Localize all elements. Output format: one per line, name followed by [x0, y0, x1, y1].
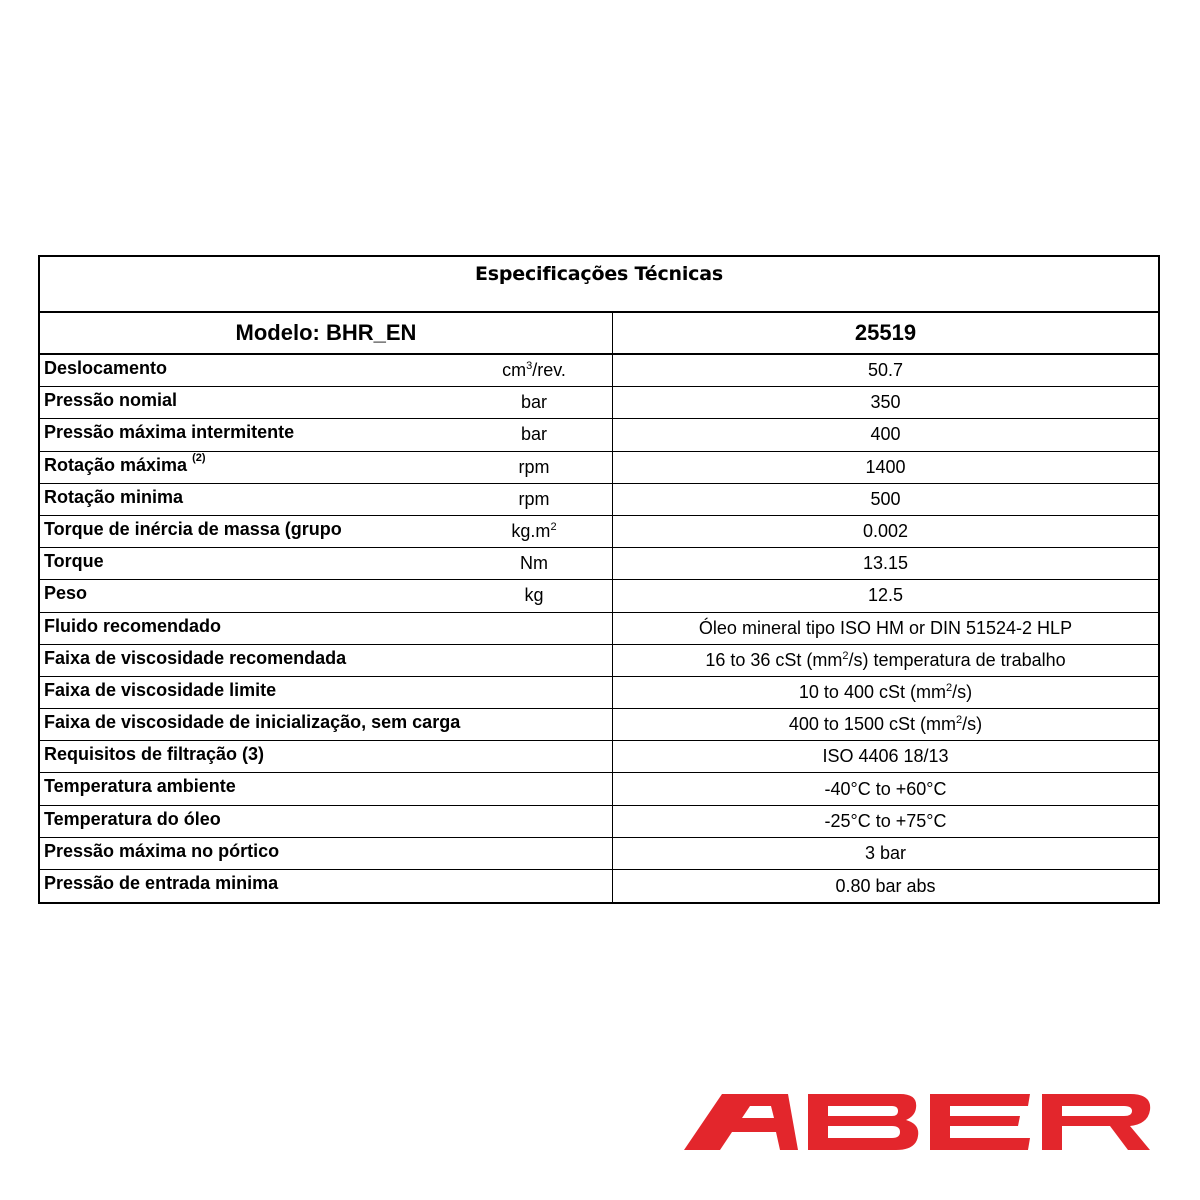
- row-value: 12.5: [867, 585, 904, 606]
- row-value-cell: [613, 870, 1158, 902]
- row-label-cell: [40, 838, 613, 869]
- row-label-cell: [40, 516, 613, 547]
- row-label-cell: [40, 613, 613, 644]
- table-row: [40, 838, 1158, 870]
- table-row: [40, 419, 1158, 451]
- row-value-cell: [613, 741, 1158, 772]
- model-header-row: [40, 313, 1158, 355]
- row-label: Torque de inércia de massa (grupo: [44, 518, 342, 539]
- row-value: 0.002: [862, 521, 909, 542]
- row-value-cell: [613, 452, 1158, 483]
- row-unit: kg: [524, 585, 544, 606]
- row-value: Óleo mineral tipo ISO HM or DIN 51524-2 HLP: [698, 617, 1073, 638]
- row-unit: $cm^3$/rev.: [502, 360, 566, 380]
- row-value-cell: [613, 355, 1158, 386]
- row-unit: bar: [520, 392, 547, 413]
- row-label: Rotação máxima $^{(2)}$: [44, 451, 206, 475]
- row-label: Faixa de viscosidade limite: [44, 679, 277, 700]
- row-value-cell: [613, 516, 1158, 547]
- model-value-cell: [613, 313, 1158, 353]
- row-label-cell: [40, 355, 613, 386]
- row-label-cell: [40, 484, 613, 515]
- row-label: Pressão nomial: [44, 390, 178, 411]
- spec-table: [38, 255, 1160, 904]
- row-value: 3 bar: [864, 842, 907, 863]
- row-value: 400: [870, 424, 901, 445]
- row-label-cell: [40, 419, 613, 450]
- table-row: [40, 709, 1158, 741]
- spec-rows: [40, 355, 1158, 902]
- row-label: Faixa de viscosidade recomendada: [44, 647, 347, 668]
- row-label-cell: [40, 387, 613, 418]
- table-row: [40, 677, 1158, 709]
- row-value-cell: [613, 677, 1158, 708]
- row-value-cell: [613, 773, 1158, 804]
- row-unit: rpm: [518, 488, 550, 509]
- row-label-cell: [40, 870, 613, 902]
- table-title-row: [40, 257, 1158, 313]
- row-value-cell: [613, 806, 1158, 837]
- row-value-cell: [613, 419, 1158, 450]
- row-value: 50.7: [867, 360, 904, 381]
- row-unit: $kg.m^2$: [511, 520, 557, 541]
- row-label: Faixa de viscosidade de inicialização, sem carga: [44, 712, 461, 733]
- row-unit: rpm: [518, 456, 550, 477]
- row-value-cell: [613, 645, 1158, 676]
- table-row: [40, 387, 1158, 419]
- aber-logo-icon: [680, 1088, 1155, 1200]
- row-label-cell: [40, 580, 613, 611]
- table-row: [40, 484, 1158, 516]
- row-value: 400 to 1500 cSt $(mm^2/s)$: [788, 714, 983, 735]
- row-value: 500: [870, 488, 901, 509]
- row-label: Torque: [44, 551, 104, 572]
- table-title: Especificações Técnicas: [475, 263, 723, 285]
- table-row: [40, 645, 1158, 677]
- row-value-cell: [613, 484, 1158, 515]
- row-label: Pressão de entrada minima: [44, 873, 279, 893]
- row-value: 16 to 36 cSt $(mm^2/s)$ temperatura de trabalho: [705, 649, 1066, 670]
- row-label: Temperatura do óleo: [44, 808, 221, 829]
- row-value: 0.80 bar abs: [835, 875, 936, 896]
- row-label-cell: [40, 645, 613, 676]
- table-row: [40, 613, 1158, 645]
- table-row: [40, 452, 1158, 484]
- row-value: -40°C to +60°C: [824, 778, 947, 799]
- row-unit: Nm: [520, 553, 548, 574]
- row-label: Rotação minima: [44, 486, 184, 507]
- model-value: 25519: [854, 320, 917, 345]
- table-row: [40, 355, 1158, 387]
- row-label-cell: [40, 709, 613, 740]
- row-unit: bar: [520, 424, 547, 445]
- model-label: Modelo: BHR_EN: [235, 320, 417, 345]
- table-row: [40, 580, 1158, 612]
- row-label-cell: [40, 677, 613, 708]
- row-value: 350: [870, 392, 901, 413]
- row-value-cell: [613, 387, 1158, 418]
- row-label-cell: [40, 806, 613, 837]
- model-label-cell: [40, 313, 613, 353]
- row-value: 13.15: [862, 553, 909, 574]
- table-row: [40, 806, 1158, 838]
- row-value: 1400: [865, 456, 906, 477]
- row-label: Deslocamento: [44, 358, 168, 378]
- table-row: [40, 870, 1158, 902]
- row-value-cell: [613, 838, 1158, 869]
- row-label: Temperatura ambiente: [44, 776, 236, 797]
- table-row: [40, 516, 1158, 548]
- row-label: Pressão máxima intermitente: [44, 422, 295, 443]
- row-value-cell: [613, 580, 1158, 611]
- row-value-cell: [613, 548, 1158, 579]
- table-row: [40, 773, 1158, 805]
- row-label: Peso: [44, 583, 88, 604]
- row-value: -25°C to +75°C: [824, 810, 947, 831]
- table-row: [40, 741, 1158, 773]
- aber-logo: [680, 1088, 1155, 1200]
- row-label: Pressão máxima no pórtico: [44, 840, 280, 861]
- row-label-cell: [40, 548, 613, 579]
- row-label: Requisitos de filtração (3): [44, 744, 265, 765]
- table-row: [40, 548, 1158, 580]
- row-value-cell: [613, 709, 1158, 740]
- row-label: Fluido recomendado: [44, 615, 222, 636]
- row-value-cell: [613, 613, 1158, 644]
- row-label-cell: [40, 773, 613, 804]
- row-label-cell: [40, 452, 613, 483]
- row-value: 10 to 400 cSt $(mm^2/s)$: [798, 681, 973, 702]
- row-label-cell: [40, 741, 613, 772]
- row-value: ISO 4406 18/13: [822, 746, 949, 767]
